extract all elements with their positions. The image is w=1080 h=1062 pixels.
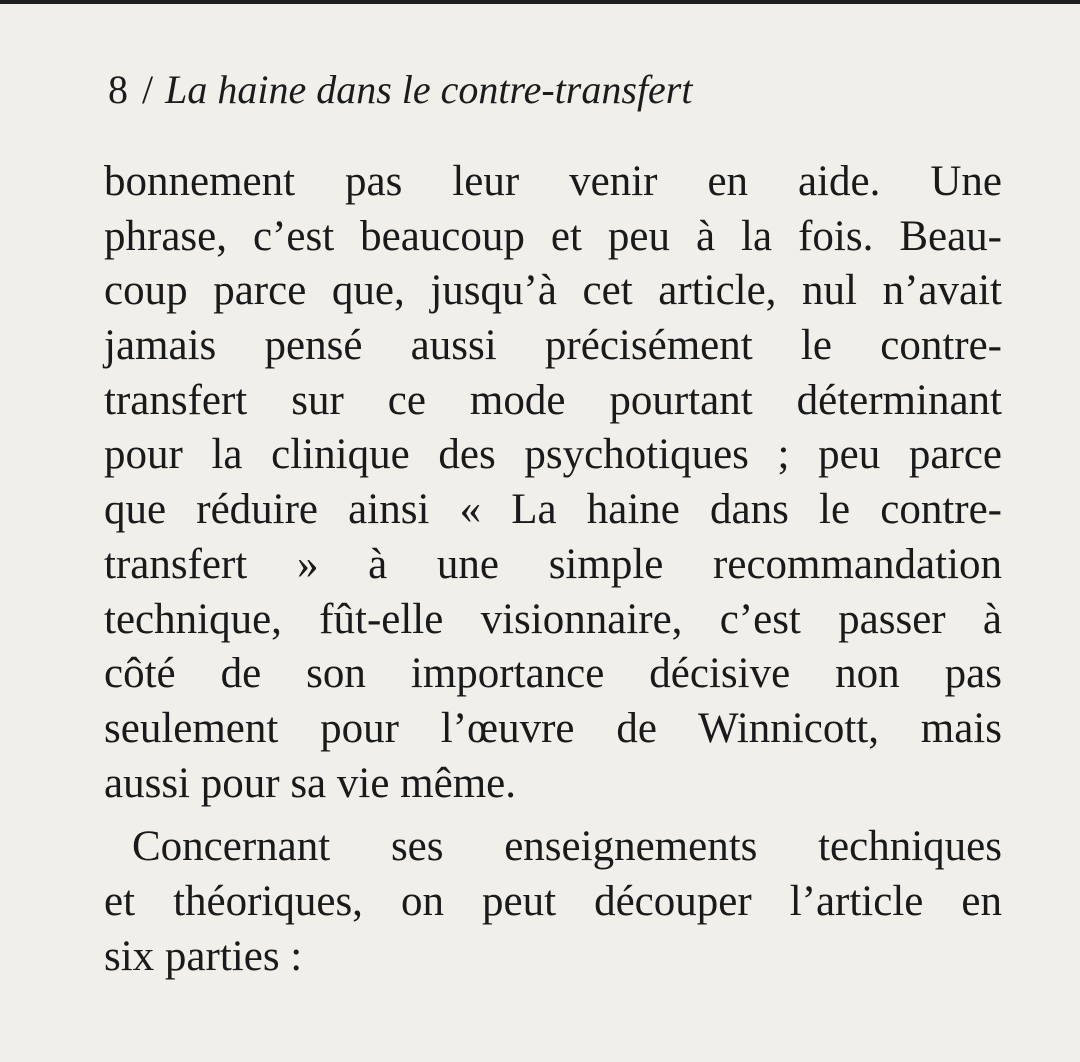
text-line: aussi pour sa vie même. [104, 759, 516, 807]
text-line: jamais pensé aussi précisément le contre- [104, 322, 1002, 370]
page-top-edge [0, 0, 1080, 4]
text-line: bonnement pas leur venir en aide. Une [104, 158, 1002, 205]
text-line: six parties : [104, 932, 303, 980]
text-line: technique, fût-elle visionnaire, c’est passer à [104, 595, 1002, 643]
text-line: que réduire ainsi « La haine dans le contre- [104, 486, 1002, 534]
text-line: transfert » à une simple recommandation [104, 540, 1002, 588]
running-head-title: La haine dans le contre-transfert [165, 67, 693, 112]
paragraph [104, 155, 1002, 811]
running-head-separator: / [142, 67, 154, 112]
text-line: seulement pour l’œuvre de Winnicott, mais [104, 704, 1002, 752]
running-head [108, 60, 693, 120]
text-line: pour la clinique des psychotiques ; peu parce [104, 431, 1002, 479]
body-text [104, 155, 1002, 984]
text-line: transfert sur ce mode pourtant déterminant [104, 376, 1002, 424]
text-line: côté de son importance décisive non pas [104, 650, 1002, 698]
text-line: phrase, c’est beaucoup et peu à la fois. Beau- [104, 212, 1002, 260]
paragraph [104, 820, 1002, 984]
page-number: 8 [108, 67, 128, 112]
text-line: Concernant ses enseignements techniques [132, 823, 1002, 871]
text-line: coup parce que, jusqu’à cet article, nul n’avait [104, 267, 1002, 315]
text-line: et théoriques, on peut découper l’article en [104, 877, 1002, 925]
